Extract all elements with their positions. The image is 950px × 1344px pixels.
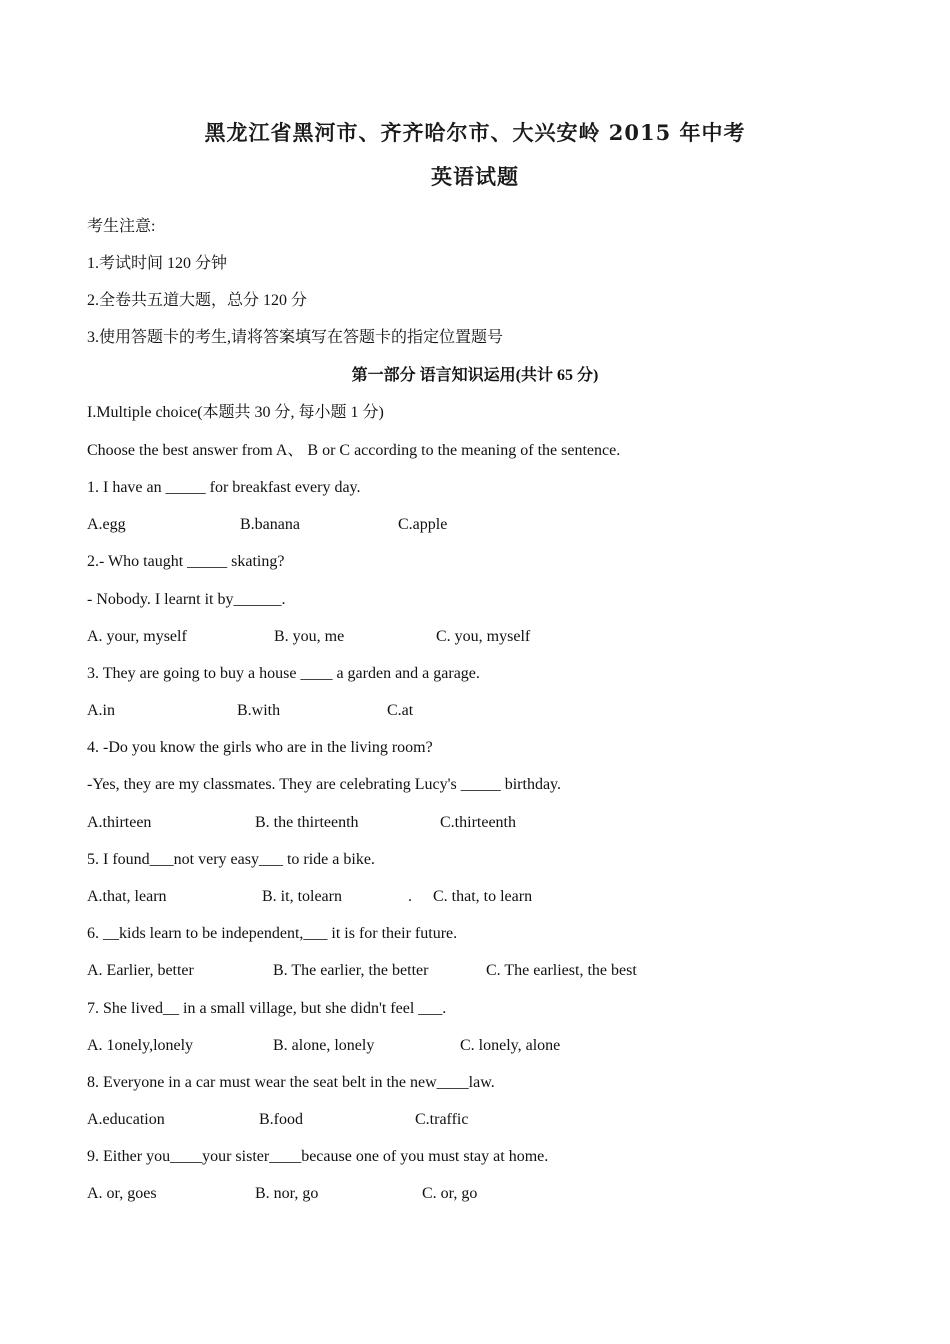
option-b: B.with: [237, 702, 281, 719]
option-a: A. your, myself: [87, 628, 187, 645]
option-b: B. the thirteenth: [255, 814, 359, 831]
option-a: A. Earlier, better: [87, 962, 194, 979]
exam-subtitle: 英语试题: [431, 164, 519, 189]
exam-title: 黑龙江省黑河市、齐齐哈尔市、大兴安岭 2015 年中考: [204, 120, 746, 145]
question-text: 1. I have an _____ for breakfast every day.: [87, 479, 361, 496]
question-text: 3. They are going to buy a house ____ a garden and a garage.: [87, 665, 480, 682]
question-text: 9. Either you____your sister____because one of you must stay at home.: [87, 1148, 549, 1165]
option-a: A.egg: [87, 516, 126, 533]
option-b: B. The earlier, the better: [273, 962, 429, 979]
question-text: 5. I found___not very easy___ to ride a bike.: [87, 851, 375, 868]
question-text: 8. Everyone in a car must wear the seat belt in the new____law.: [87, 1074, 495, 1091]
option-c: C.traffic: [415, 1111, 469, 1128]
option-c: C. or, go: [422, 1185, 478, 1202]
option-b: B. you, me: [274, 628, 345, 645]
option-a: A. or, goes: [87, 1185, 157, 1202]
option-b: B.banana: [240, 516, 300, 533]
section-heading: 第一部分 语言知识运用(共计 65 分): [351, 367, 599, 384]
option-c: C. lonely, alone: [460, 1037, 561, 1054]
question-text: 2.- Who taught _____ skating?: [87, 553, 285, 570]
stray-dot: .: [408, 888, 412, 905]
notice-item: 2.全卷共五道大题，总分 120 分: [87, 292, 308, 309]
option-a: A.education: [87, 1111, 165, 1128]
option-a: A.in: [87, 702, 115, 719]
option-b: B.food: [259, 1111, 303, 1128]
option-c: C.at: [387, 702, 414, 719]
option-c: C.apple: [398, 516, 448, 533]
option-a: A.thirteen: [87, 814, 152, 831]
question-text: -Yes, they are my classmates. They are celebrating Lucy's _____ birthday.: [87, 776, 562, 793]
option-a: A.that, learn: [87, 888, 167, 905]
option-a: A. 1onely,lonely: [87, 1037, 194, 1054]
part-title: I.Multiple choice(本题共 30 分, 每小题 1 分): [87, 404, 384, 421]
question-text: 7. She lived__ in a small village, but she didn't feel ___.: [87, 1000, 447, 1017]
option-b: B. alone, lonely: [273, 1037, 375, 1054]
part-instruction: Choose the best answer from A、 B or C according to the meaning of the sentence.: [87, 442, 621, 459]
option-c: C. you, myself: [436, 628, 531, 645]
option-b: B. it, tolearn: [262, 888, 342, 905]
notice-item: 3.使用答题卡的考生,请将答案填写在答题卡的指定位置题号: [87, 329, 504, 346]
question-text: - Nobody. I learnt it by______.: [87, 591, 286, 608]
option-c: C.thirteenth: [440, 814, 516, 831]
option-c: C. The earliest, the best: [486, 962, 637, 979]
option-b: B. nor, go: [255, 1185, 319, 1202]
option-c: C. that, to learn: [433, 888, 533, 905]
notice-item: 1.考试时间 120 分钟: [87, 255, 228, 272]
notice-heading: 考生注意:: [87, 218, 156, 235]
question-text: 4. -Do you know the girls who are in the living room?: [87, 739, 433, 756]
question-text: 6. __kids learn to be independent,___ it is for their future.: [87, 925, 458, 942]
